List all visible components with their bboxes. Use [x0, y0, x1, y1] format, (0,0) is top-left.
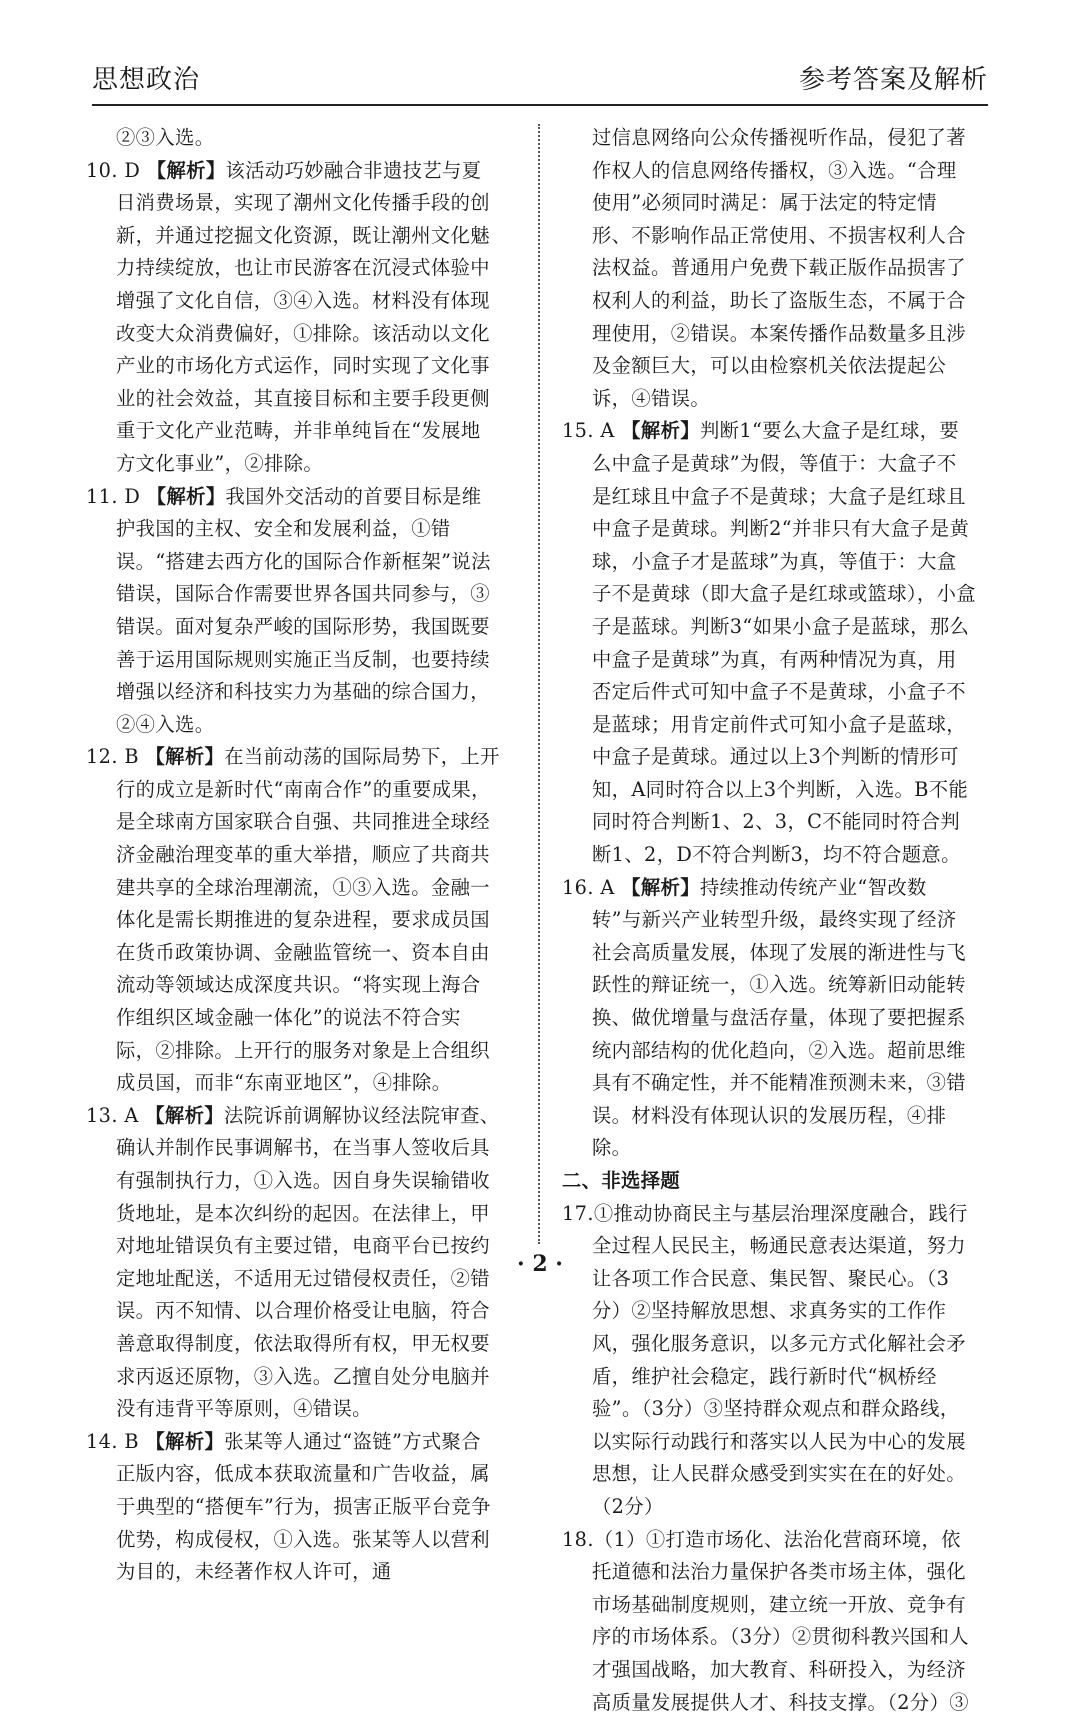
analysis-text: 在当前动荡的国际局势下，上开行的成立是新时代“南南合作”的重要成果，是全球南方国家联合自强、共同推进全球经济金融治理变革的重大举措，顺应了共商共建共享的全球治理潮流，①③入选。金融一体化是需长期推进的复杂进程，要求成员国在货币政策协调、金融监管统一、资本自由流动等领域达成深度共识。“将实现上海合作组织区域金融一体化”的说法不符合实际，②排除。上开行的服务对象是上合组织成员国，而非“东南亚地区”，④排除。: [116, 745, 500, 1095]
item-number: 18.: [562, 1527, 594, 1551]
item-number: 16. A: [562, 875, 615, 899]
answer-item-12: [86, 741, 500, 1100]
item-number: 13. A: [86, 1103, 139, 1127]
answer-item-17: [562, 1198, 976, 1524]
page-number: · 2 ·: [517, 1251, 563, 1277]
carry-over-text: ②③入选。: [116, 126, 215, 149]
analysis-tag: 【解析】: [146, 158, 226, 182]
page-header: [92, 62, 988, 106]
answer-item-11: [86, 481, 500, 742]
answer-item-18: [562, 1524, 976, 1719]
answer-text: （1）①打造市场化、法治化营商环境，依托道德和法治力量保护各类市场主体，强化市场基础制度规则，建立统一开放、竞争有序的市场体系。（3分）②贯彻科教兴国和人才强国战略，加大教育、科研投入，为经济高质量发展提供人才、科技支撑。（2分）③: [592, 1527, 969, 1714]
analysis-tag: 【解析】: [145, 1429, 225, 1453]
subject-title: 思想政治: [92, 65, 201, 95]
answer-item-10: [86, 155, 500, 481]
analysis-text: 该活动巧妙融合非遗技艺与夏日消费场景，实现了潮州文化传播手段的创新，并通过挖掘文化资源，既让潮州文化魅力持续绽放，也让市民游客在沉浸式体验中增强了文化自信，③④入选。材料没有体现改变大众消费偏好，①排除。该活动以文化产业的市场化方式运作，同时实现了文化事业的社会效益，其直接目标和主要手段更侧重于文化产业范畴，并非单纯旨在“发展地方文化事业”，②排除。: [116, 158, 490, 475]
item-number: 17.: [562, 1201, 594, 1225]
item-number: 11. D: [86, 484, 141, 508]
analysis-text: 张某等人通过“盗链”方式聚合正版内容，低成本获取流量和广告收益，属于典型的“搭便车”行为，损害正版平台竞争优势，构成侵权，①入选。张某等人以营利为目的，未经著作权人许可，通: [116, 1429, 491, 1584]
analysis-tag: 【解析】: [145, 1103, 224, 1127]
analysis-tag: 【解析】: [621, 875, 700, 899]
left-column: [86, 122, 500, 1589]
analysis-tag: 【解析】: [621, 419, 700, 443]
column-divider: [538, 124, 540, 1244]
analysis-text: 持续推动传统产业“智改数转”与新兴产业转型升级，最终实现了经济社会高质量发展，体现了发展的渐进性与飞跃性的辩证统一，①入选。统筹新旧动能转换、做优增量与盘活存量，体现了要把握系统内部结构的优化趋向，②入选。超前思维具有不确定性，并不能精准预测未来，③错误。材料没有体现认识的发展历程，④排除。: [592, 875, 966, 1160]
right-column: [562, 122, 976, 1719]
analysis-tag: 【解析】: [145, 745, 225, 769]
analysis-text: 我国外交活动的首要目标是维护我国的主权、安全和发展利益，①错误。“搭建去西方化的国际合作新框架”说法错误，国际合作需要世界各国共同参与，③错误。面对复杂严峻的国际形势，我国既要善于运用国际规则实施正当反制，也要持续增强以经济和科技实力为基础的综合国力，②④入选。: [116, 484, 491, 736]
answer-item-16: [562, 872, 976, 1165]
answer-text: ①推动协商民主与基层治理深度融合，践行全过程人民民主，畅通民意表达渠道，努力让各项工作合民意、集民智、聚民心。（3分）②坚持解放思想、求真务实的工作作风，强化服务意识，以多元方式化解社会矛盾，维护社会稳定，践行新时代“枫桥经验”。（3分）③坚持群众观点和群众路线，以实际行动践行和落实以人民为中心的发展思想，让人民群众感受到实实在在的好处。（2分）: [592, 1201, 968, 1518]
carry-over-text: 过信息网络向公众传播视听作品，侵犯了著作权人的信息网络传播权，③入选。“合理使用”必须同时满足：属于法定的特定情形、不影响作品正常使用、不损害权利人合法权益。普通用户免费下载正版作品损害了权利人的利益，助长了盗版生态，不属于合理使用，②错误。本案传播作品数量多且涉及金额巨大，可以由检察机关依法提起公诉，④错误。: [592, 126, 966, 410]
item-number: 10. D: [86, 158, 141, 182]
analysis-text: 法院诉前调解协议经法院审查、确认并制作民事调解书，在当事人签收后具有强制执行力，①入选。因自身失误输错收货地址，是本次纠纷的起因。在法律上，甲对地址错误负有主要过错，电商平台已按约定地址配送，不适用无过错侵权责任，②错误。丙不知情、以合理价格受让电脑，符合善意取得制度，依法取得所有权，甲无权要求丙返还原物，③入选。乙擅自处分电脑并没有违背平等原则，④错误。: [116, 1103, 500, 1421]
section-title: 二、非选择题: [562, 1169, 681, 1192]
document-type-title: 参考答案及解析: [798, 65, 988, 95]
item-number: 15. A: [562, 419, 615, 443]
item-number: 14. B: [86, 1429, 139, 1453]
analysis-tag: 【解析】: [146, 484, 226, 508]
analysis-text: 判断1“要么大盒子是红球，要么中盒子是黄球”为假，等值于：大盒子不是红球且中盒子不是黄球；大盒子是红球且中盒子是黄球。判断2“并非只有大盒子是黄球，小盒子才是蓝球”为真，等值于：大盒子不是黄球（即大盒子是红球或篮球），小盒子是蓝球。判断3“如果小盒子是蓝球，那么中盒子是黄球”为真，有两种情况为真，用否定后件式可知中盒子不是黄球，小盒子不是蓝球；用肯定前件式可知小盒子是蓝球，中盒子是黄球。通过以上3个判断的情形可知，A同时符合以上3个判断，入选。B不能同时符合判断1、2、3，C不能同时符合判断1、2，D不符合判断3，均不符合题意。: [592, 419, 976, 867]
answer-item-14: [86, 1426, 500, 1589]
answer-item-15: [562, 415, 976, 871]
item-number: 12. B: [86, 745, 139, 769]
